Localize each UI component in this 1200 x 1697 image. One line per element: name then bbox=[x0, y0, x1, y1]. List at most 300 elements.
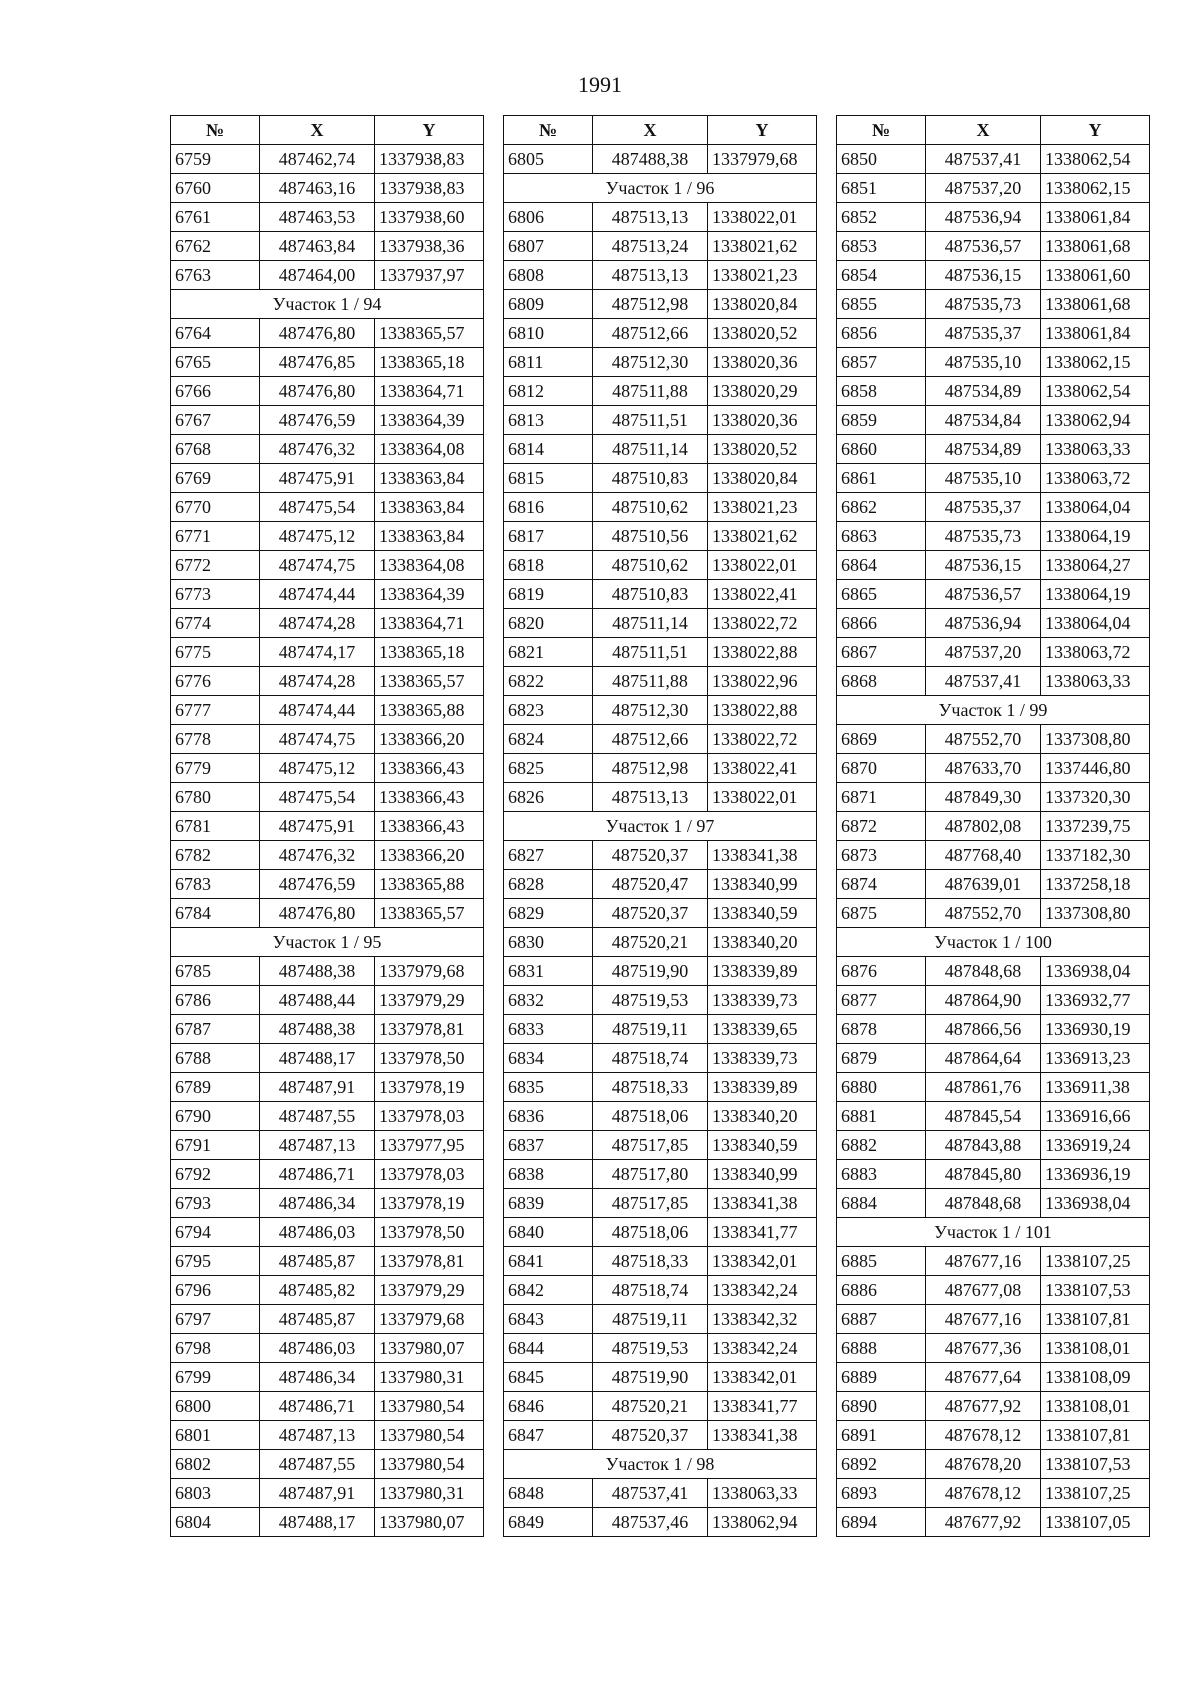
point-number-cell: 6886 bbox=[837, 1276, 926, 1305]
point-number-cell: 6877 bbox=[837, 986, 926, 1015]
table-row bbox=[171, 580, 484, 609]
y-coordinate-cell: 1338020,52 bbox=[708, 435, 817, 464]
y-coordinate-cell: 1337978,50 bbox=[375, 1044, 484, 1073]
x-coordinate-cell: 487802,08 bbox=[926, 812, 1041, 841]
table-row bbox=[837, 406, 1150, 435]
x-coordinate-cell: 487520,37 bbox=[593, 1421, 708, 1450]
point-number-cell: 6773 bbox=[171, 580, 260, 609]
y-coordinate-cell: 1337979,68 bbox=[708, 145, 817, 174]
y-coordinate-cell: 1337446,80 bbox=[1041, 754, 1150, 783]
y-coordinate-cell: 1338022,88 bbox=[708, 638, 817, 667]
point-number-cell: 6832 bbox=[504, 986, 593, 1015]
x-coordinate-cell: 487535,73 bbox=[926, 522, 1041, 551]
table-row bbox=[504, 1421, 817, 1450]
table-row bbox=[504, 1015, 817, 1044]
table-row bbox=[837, 1015, 1150, 1044]
point-number-cell: 6790 bbox=[171, 1102, 260, 1131]
y-coordinate-cell: 1338021,62 bbox=[708, 232, 817, 261]
table-row bbox=[171, 145, 484, 174]
point-number-cell: 6855 bbox=[837, 290, 926, 319]
table-row bbox=[171, 696, 484, 725]
table-row bbox=[171, 493, 484, 522]
point-number-cell: 6864 bbox=[837, 551, 926, 580]
y-coordinate-cell: 1338365,57 bbox=[375, 899, 484, 928]
point-number-cell: 6890 bbox=[837, 1392, 926, 1421]
table-row bbox=[171, 435, 484, 464]
point-number-cell: 6776 bbox=[171, 667, 260, 696]
x-coordinate-cell: 487485,87 bbox=[260, 1247, 375, 1276]
point-number-cell: 6847 bbox=[504, 1421, 593, 1450]
table-row bbox=[171, 1421, 484, 1450]
x-coordinate-cell: 487475,12 bbox=[260, 754, 375, 783]
x-coordinate-cell: 487476,32 bbox=[260, 435, 375, 464]
point-number-cell: 6761 bbox=[171, 203, 260, 232]
table-row bbox=[837, 1102, 1150, 1131]
point-number-cell: 6764 bbox=[171, 319, 260, 348]
table-row bbox=[504, 1276, 817, 1305]
x-coordinate-cell: 487511,14 bbox=[593, 435, 708, 464]
x-coordinate-cell: 487474,17 bbox=[260, 638, 375, 667]
y-coordinate-cell: 1338365,18 bbox=[375, 638, 484, 667]
x-coordinate-cell: 487474,75 bbox=[260, 551, 375, 580]
table-row bbox=[171, 1508, 484, 1537]
table-row bbox=[504, 1218, 817, 1247]
point-number-cell: 6858 bbox=[837, 377, 926, 406]
x-coordinate-cell: 487475,91 bbox=[260, 812, 375, 841]
table-row bbox=[171, 174, 484, 203]
table-row bbox=[171, 986, 484, 1015]
x-coordinate-cell: 487520,37 bbox=[593, 841, 708, 870]
table-row bbox=[837, 1276, 1150, 1305]
x-coordinate-cell: 487518,33 bbox=[593, 1247, 708, 1276]
table-row bbox=[504, 203, 817, 232]
header-x: X bbox=[593, 116, 708, 145]
point-number-cell: 6887 bbox=[837, 1305, 926, 1334]
x-coordinate-cell: 487537,20 bbox=[926, 174, 1041, 203]
table-row bbox=[837, 551, 1150, 580]
table-row bbox=[504, 638, 817, 667]
header-row bbox=[837, 116, 1150, 145]
table-row bbox=[504, 435, 817, 464]
table-row bbox=[504, 1305, 817, 1334]
x-coordinate-cell: 487534,84 bbox=[926, 406, 1041, 435]
table-row bbox=[837, 1247, 1150, 1276]
point-number-cell: 6876 bbox=[837, 957, 926, 986]
table-body bbox=[837, 145, 1150, 1537]
y-coordinate-cell: 1338341,77 bbox=[708, 1218, 817, 1247]
x-coordinate-cell: 487511,88 bbox=[593, 377, 708, 406]
point-number-cell: 6873 bbox=[837, 841, 926, 870]
point-number-cell: 6893 bbox=[837, 1479, 926, 1508]
table-row bbox=[171, 1247, 484, 1276]
table-row bbox=[837, 1160, 1150, 1189]
x-coordinate-cell: 487510,56 bbox=[593, 522, 708, 551]
y-coordinate-cell: 1338064,04 bbox=[1041, 493, 1150, 522]
point-number-cell: 6812 bbox=[504, 377, 593, 406]
y-coordinate-cell: 1337979,68 bbox=[375, 1305, 484, 1334]
table-row bbox=[504, 232, 817, 261]
point-number-cell: 6866 bbox=[837, 609, 926, 638]
x-coordinate-cell: 487536,15 bbox=[926, 261, 1041, 290]
header-y: Y bbox=[708, 116, 817, 145]
x-coordinate-cell: 487517,80 bbox=[593, 1160, 708, 1189]
y-coordinate-cell: 1338366,43 bbox=[375, 754, 484, 783]
point-number-cell: 6778 bbox=[171, 725, 260, 754]
y-coordinate-cell: 1338064,27 bbox=[1041, 551, 1150, 580]
table-row bbox=[171, 1160, 484, 1189]
point-number-cell: 6789 bbox=[171, 1073, 260, 1102]
section-row bbox=[837, 1218, 1150, 1247]
table-row bbox=[504, 1508, 817, 1537]
point-number-cell: 6817 bbox=[504, 522, 593, 551]
y-coordinate-cell: 1338340,59 bbox=[708, 1131, 817, 1160]
point-number-cell: 6871 bbox=[837, 783, 926, 812]
section-title: Участок 1 / 99 bbox=[837, 696, 1150, 725]
x-coordinate-cell: 487513,24 bbox=[593, 232, 708, 261]
section-title: Участок 1 / 97 bbox=[504, 812, 817, 841]
y-coordinate-cell: 1338020,29 bbox=[708, 377, 817, 406]
x-coordinate-cell: 487511,14 bbox=[593, 609, 708, 638]
x-coordinate-cell: 487485,82 bbox=[260, 1276, 375, 1305]
y-coordinate-cell: 1338061,68 bbox=[1041, 290, 1150, 319]
table-row bbox=[504, 1160, 817, 1189]
table-row bbox=[504, 1363, 817, 1392]
y-coordinate-cell: 1337978,50 bbox=[375, 1218, 484, 1247]
y-coordinate-cell: 1337937,97 bbox=[375, 261, 484, 290]
y-coordinate-cell: 1338342,24 bbox=[708, 1276, 817, 1305]
table-row bbox=[837, 1305, 1150, 1334]
y-coordinate-cell: 1337320,30 bbox=[1041, 783, 1150, 812]
x-coordinate-cell: 487536,94 bbox=[926, 609, 1041, 638]
x-coordinate-cell: 487476,80 bbox=[260, 319, 375, 348]
point-number-cell: 6836 bbox=[504, 1102, 593, 1131]
y-coordinate-cell: 1338365,88 bbox=[375, 696, 484, 725]
x-coordinate-cell: 487518,06 bbox=[593, 1102, 708, 1131]
x-coordinate-cell: 487520,21 bbox=[593, 1392, 708, 1421]
table-row bbox=[171, 406, 484, 435]
y-coordinate-cell: 1338365,18 bbox=[375, 348, 484, 377]
y-coordinate-cell: 1338064,04 bbox=[1041, 609, 1150, 638]
point-number-cell: 6807 bbox=[504, 232, 593, 261]
y-coordinate-cell: 1338022,88 bbox=[708, 696, 817, 725]
x-coordinate-cell: 487512,98 bbox=[593, 290, 708, 319]
y-coordinate-cell: 1338063,33 bbox=[1041, 667, 1150, 696]
point-number-cell: 6768 bbox=[171, 435, 260, 464]
y-coordinate-cell: 1337979,29 bbox=[375, 986, 484, 1015]
table-row bbox=[837, 493, 1150, 522]
point-number-cell: 6842 bbox=[504, 1276, 593, 1305]
table-row bbox=[504, 1247, 817, 1276]
table-row bbox=[504, 754, 817, 783]
x-coordinate-cell: 487537,41 bbox=[593, 1479, 708, 1508]
point-number-cell: 6861 bbox=[837, 464, 926, 493]
point-number-cell: 6894 bbox=[837, 1508, 926, 1537]
header-y: Y bbox=[375, 116, 484, 145]
y-coordinate-cell: 1338022,96 bbox=[708, 667, 817, 696]
point-number-cell: 6811 bbox=[504, 348, 593, 377]
y-coordinate-cell: 1338107,05 bbox=[1041, 1508, 1150, 1537]
table-body bbox=[171, 145, 484, 1537]
x-coordinate-cell: 487519,90 bbox=[593, 957, 708, 986]
point-number-cell: 6853 bbox=[837, 232, 926, 261]
x-coordinate-cell: 487536,57 bbox=[926, 232, 1041, 261]
x-coordinate-cell: 487677,92 bbox=[926, 1392, 1041, 1421]
table-row bbox=[171, 1450, 484, 1479]
x-coordinate-cell: 487678,12 bbox=[926, 1421, 1041, 1450]
x-coordinate-cell: 487488,38 bbox=[260, 1015, 375, 1044]
x-coordinate-cell: 487517,85 bbox=[593, 1189, 708, 1218]
coordinate-table bbox=[170, 115, 484, 1537]
point-number-cell: 6767 bbox=[171, 406, 260, 435]
point-number-cell: 6884 bbox=[837, 1189, 926, 1218]
y-coordinate-cell: 1336930,19 bbox=[1041, 1015, 1150, 1044]
y-coordinate-cell: 1338108,09 bbox=[1041, 1363, 1150, 1392]
x-coordinate-cell: 487487,13 bbox=[260, 1131, 375, 1160]
point-number-cell: 6771 bbox=[171, 522, 260, 551]
point-number-cell: 6766 bbox=[171, 377, 260, 406]
point-number-cell: 6879 bbox=[837, 1044, 926, 1073]
point-number-cell: 6781 bbox=[171, 812, 260, 841]
y-coordinate-cell: 1338020,36 bbox=[708, 348, 817, 377]
x-coordinate-cell: 487848,68 bbox=[926, 957, 1041, 986]
y-coordinate-cell: 1336938,04 bbox=[1041, 1189, 1150, 1218]
point-number-cell: 6850 bbox=[837, 145, 926, 174]
x-coordinate-cell: 487476,80 bbox=[260, 899, 375, 928]
y-coordinate-cell: 1338341,38 bbox=[708, 1189, 817, 1218]
point-number-cell: 6796 bbox=[171, 1276, 260, 1305]
point-number-cell: 6840 bbox=[504, 1218, 593, 1247]
table-row bbox=[837, 435, 1150, 464]
y-coordinate-cell: 1338062,94 bbox=[708, 1508, 817, 1537]
x-coordinate-cell: 487535,10 bbox=[926, 464, 1041, 493]
table-row bbox=[171, 1276, 484, 1305]
y-coordinate-cell: 1338063,33 bbox=[1041, 435, 1150, 464]
point-number-cell: 6849 bbox=[504, 1508, 593, 1537]
x-coordinate-cell: 487677,92 bbox=[926, 1508, 1041, 1537]
x-coordinate-cell: 487510,62 bbox=[593, 493, 708, 522]
table-row bbox=[504, 870, 817, 899]
point-number-cell: 6882 bbox=[837, 1131, 926, 1160]
x-coordinate-cell: 487678,12 bbox=[926, 1479, 1041, 1508]
point-number-cell: 6760 bbox=[171, 174, 260, 203]
table-row bbox=[504, 899, 817, 928]
y-coordinate-cell: 1338021,62 bbox=[708, 522, 817, 551]
point-number-cell: 6792 bbox=[171, 1160, 260, 1189]
point-number-cell: 6794 bbox=[171, 1218, 260, 1247]
table-row bbox=[837, 203, 1150, 232]
section-title: Участок 1 / 101 bbox=[837, 1218, 1150, 1247]
x-coordinate-cell: 487520,37 bbox=[593, 899, 708, 928]
point-number-cell: 6844 bbox=[504, 1334, 593, 1363]
x-coordinate-cell: 487518,33 bbox=[593, 1073, 708, 1102]
table-row bbox=[171, 667, 484, 696]
point-number-cell: 6826 bbox=[504, 783, 593, 812]
table-row bbox=[837, 1131, 1150, 1160]
x-coordinate-cell: 487463,53 bbox=[260, 203, 375, 232]
table-row bbox=[504, 406, 817, 435]
point-number-cell: 6775 bbox=[171, 638, 260, 667]
table-row bbox=[171, 899, 484, 928]
y-coordinate-cell: 1338341,38 bbox=[708, 841, 817, 870]
y-coordinate-cell: 1338021,23 bbox=[708, 261, 817, 290]
y-coordinate-cell: 1338340,20 bbox=[708, 928, 817, 957]
table-row bbox=[837, 232, 1150, 261]
table-row bbox=[504, 261, 817, 290]
x-coordinate-cell: 487520,21 bbox=[593, 928, 708, 957]
x-coordinate-cell: 487861,76 bbox=[926, 1073, 1041, 1102]
x-coordinate-cell: 487463,84 bbox=[260, 232, 375, 261]
point-number-cell: 6793 bbox=[171, 1189, 260, 1218]
point-number-cell: 6846 bbox=[504, 1392, 593, 1421]
point-number-cell: 6841 bbox=[504, 1247, 593, 1276]
y-coordinate-cell: 1338063,72 bbox=[1041, 638, 1150, 667]
point-number-cell: 6892 bbox=[837, 1450, 926, 1479]
y-coordinate-cell: 1337978,19 bbox=[375, 1073, 484, 1102]
table-row bbox=[837, 377, 1150, 406]
point-number-cell: 6851 bbox=[837, 174, 926, 203]
y-coordinate-cell: 1338341,77 bbox=[708, 1392, 817, 1421]
table-row bbox=[171, 232, 484, 261]
point-number-cell: 6820 bbox=[504, 609, 593, 638]
y-coordinate-cell: 1338366,43 bbox=[375, 812, 484, 841]
y-coordinate-cell: 1337978,19 bbox=[375, 1189, 484, 1218]
point-number-cell: 6759 bbox=[171, 145, 260, 174]
x-coordinate-cell: 487511,51 bbox=[593, 638, 708, 667]
point-number-cell: 6888 bbox=[837, 1334, 926, 1363]
x-coordinate-cell: 487510,83 bbox=[593, 464, 708, 493]
x-coordinate-cell: 487474,28 bbox=[260, 667, 375, 696]
x-coordinate-cell: 487537,41 bbox=[926, 145, 1041, 174]
x-coordinate-cell: 487677,36 bbox=[926, 1334, 1041, 1363]
point-number-cell: 6774 bbox=[171, 609, 260, 638]
y-coordinate-cell: 1338020,36 bbox=[708, 406, 817, 435]
point-number-cell: 6804 bbox=[171, 1508, 260, 1537]
table-row bbox=[504, 1334, 817, 1363]
y-coordinate-cell: 1338342,01 bbox=[708, 1247, 817, 1276]
table-row bbox=[171, 609, 484, 638]
y-coordinate-cell: 1338366,20 bbox=[375, 841, 484, 870]
x-coordinate-cell: 487476,32 bbox=[260, 841, 375, 870]
x-coordinate-cell: 487519,90 bbox=[593, 1363, 708, 1392]
x-coordinate-cell: 487517,85 bbox=[593, 1131, 708, 1160]
point-number-cell: 6784 bbox=[171, 899, 260, 928]
table-row bbox=[504, 725, 817, 754]
section-row bbox=[504, 1450, 817, 1479]
table-row bbox=[171, 725, 484, 754]
point-number-cell: 6762 bbox=[171, 232, 260, 261]
y-coordinate-cell: 1337979,68 bbox=[375, 957, 484, 986]
point-number-cell: 6821 bbox=[504, 638, 593, 667]
y-coordinate-cell: 1338062,54 bbox=[1041, 377, 1150, 406]
point-number-cell: 6872 bbox=[837, 812, 926, 841]
point-number-cell: 6788 bbox=[171, 1044, 260, 1073]
point-number-cell: 6883 bbox=[837, 1160, 926, 1189]
table-row bbox=[837, 957, 1150, 986]
point-number-cell: 6799 bbox=[171, 1363, 260, 1392]
y-coordinate-cell: 1338020,84 bbox=[708, 290, 817, 319]
x-coordinate-cell: 487845,80 bbox=[926, 1160, 1041, 1189]
x-coordinate-cell: 487536,15 bbox=[926, 551, 1041, 580]
y-coordinate-cell: 1337308,80 bbox=[1041, 725, 1150, 754]
point-number-cell: 6838 bbox=[504, 1160, 593, 1189]
table-row bbox=[837, 1392, 1150, 1421]
point-number-cell: 6819 bbox=[504, 580, 593, 609]
y-coordinate-cell: 1338064,19 bbox=[1041, 522, 1150, 551]
point-number-cell: 6825 bbox=[504, 754, 593, 783]
table-row bbox=[171, 841, 484, 870]
y-coordinate-cell: 1338366,20 bbox=[375, 725, 484, 754]
table-row bbox=[504, 841, 817, 870]
y-coordinate-cell: 1337980,07 bbox=[375, 1334, 484, 1363]
table-row bbox=[504, 696, 817, 725]
table-row bbox=[171, 1131, 484, 1160]
x-coordinate-cell: 487476,59 bbox=[260, 406, 375, 435]
x-coordinate-cell: 487864,64 bbox=[926, 1044, 1041, 1073]
y-coordinate-cell: 1338364,08 bbox=[375, 435, 484, 464]
table-row bbox=[504, 1189, 817, 1218]
table-body bbox=[504, 145, 817, 1537]
point-number-cell: 6770 bbox=[171, 493, 260, 522]
header-number: № bbox=[171, 116, 260, 145]
section-row bbox=[171, 290, 484, 319]
x-coordinate-cell: 487677,08 bbox=[926, 1276, 1041, 1305]
table-row bbox=[837, 812, 1150, 841]
x-coordinate-cell: 487513,13 bbox=[593, 261, 708, 290]
point-number-cell: 6837 bbox=[504, 1131, 593, 1160]
x-coordinate-cell: 487474,75 bbox=[260, 725, 375, 754]
table-row bbox=[837, 1479, 1150, 1508]
x-coordinate-cell: 487843,88 bbox=[926, 1131, 1041, 1160]
y-coordinate-cell: 1338022,01 bbox=[708, 203, 817, 232]
y-coordinate-cell: 1338339,73 bbox=[708, 986, 817, 1015]
y-coordinate-cell: 1337980,07 bbox=[375, 1508, 484, 1537]
x-coordinate-cell: 487488,38 bbox=[593, 145, 708, 174]
x-coordinate-cell: 487537,20 bbox=[926, 638, 1041, 667]
table-row bbox=[171, 1479, 484, 1508]
table-row bbox=[837, 870, 1150, 899]
page-number: 1991 bbox=[578, 72, 622, 97]
point-number-cell: 6800 bbox=[171, 1392, 260, 1421]
y-coordinate-cell: 1338020,84 bbox=[708, 464, 817, 493]
table-row bbox=[837, 754, 1150, 783]
table-row bbox=[171, 870, 484, 899]
table-row bbox=[171, 1392, 484, 1421]
x-coordinate-cell: 487512,66 bbox=[593, 725, 708, 754]
table-row bbox=[171, 1218, 484, 1247]
x-coordinate-cell: 487487,55 bbox=[260, 1102, 375, 1131]
x-coordinate-cell: 487552,70 bbox=[926, 725, 1041, 754]
point-number-cell: 6857 bbox=[837, 348, 926, 377]
point-number-cell: 6863 bbox=[837, 522, 926, 551]
x-coordinate-cell: 487512,30 bbox=[593, 696, 708, 725]
table-row bbox=[504, 667, 817, 696]
y-coordinate-cell: 1338061,84 bbox=[1041, 203, 1150, 232]
y-coordinate-cell: 1338107,53 bbox=[1041, 1450, 1150, 1479]
point-number-cell: 6828 bbox=[504, 870, 593, 899]
header-row bbox=[504, 116, 817, 145]
point-number-cell: 6833 bbox=[504, 1015, 593, 1044]
point-number-cell: 6763 bbox=[171, 261, 260, 290]
table-row bbox=[504, 1044, 817, 1073]
point-number-cell: 6856 bbox=[837, 319, 926, 348]
x-coordinate-cell: 487535,73 bbox=[926, 290, 1041, 319]
y-coordinate-cell: 1338339,89 bbox=[708, 957, 817, 986]
point-number-cell: 6779 bbox=[171, 754, 260, 783]
x-coordinate-cell: 487677,16 bbox=[926, 1305, 1041, 1334]
point-number-cell: 6777 bbox=[171, 696, 260, 725]
y-coordinate-cell: 1338021,23 bbox=[708, 493, 817, 522]
table-row bbox=[837, 667, 1150, 696]
